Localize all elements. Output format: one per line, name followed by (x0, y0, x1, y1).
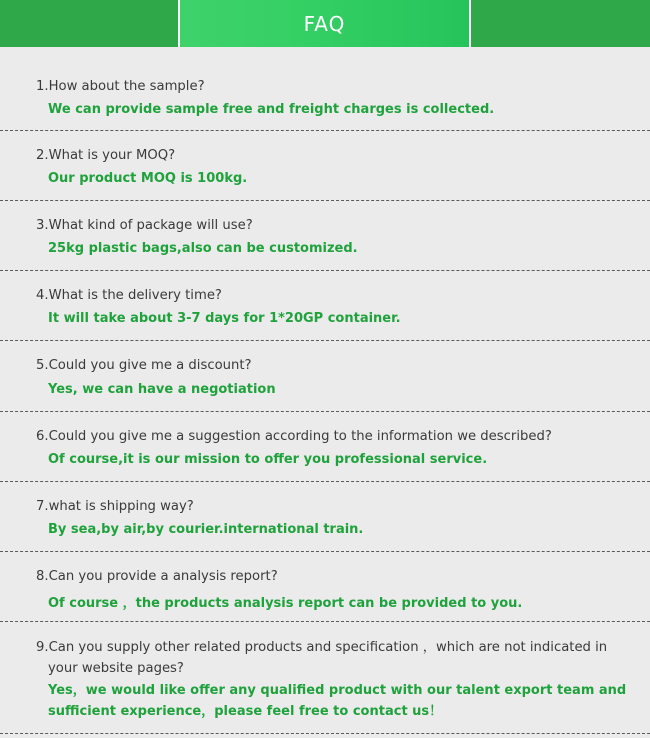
faq-answer-line-2: sufficient experience，please feel free to contact us！ (48, 704, 443, 719)
faq-answer (48, 680, 626, 722)
faq-answer: It will take about 3-7 days for 1*20GP container. (48, 311, 401, 326)
faq-answer: We can provide sample free and freight charges is collected. (48, 102, 495, 117)
faq-item-3 (0, 201, 650, 271)
faq-item-9 (0, 622, 650, 734)
faq-answer: Our product MOQ is 100kg. (48, 171, 248, 186)
faq-item-8 (0, 552, 650, 622)
faq-title-banner (178, 0, 471, 47)
faq-header (0, 0, 650, 47)
faq-question-line-1: 9.Can you supply other related products and specification ，which are not indicated in (36, 640, 608, 655)
faq-question: 2.What is your MOQ? (36, 148, 176, 163)
faq-question: 8.Can you provide a analysis report? (36, 569, 278, 584)
faq-question-line-2: your website pages? (48, 661, 184, 676)
faq-item-2 (0, 131, 650, 201)
faq-item-4 (0, 271, 650, 341)
faq-question: 6.Could you give me a suggestion according to the information we described? (36, 429, 552, 444)
faq-answer-line-1: Yes，we would like offer any qualified product with our talent export team and (48, 683, 627, 698)
faq-question: 3.What kind of package will use? (36, 218, 253, 233)
faq-answer: Yes, we can have a negotiation (48, 382, 276, 397)
faq-question (36, 637, 607, 679)
faq-item-6 (0, 412, 650, 482)
faq-answer: 25kg plastic bags,also can be customized. (48, 241, 358, 256)
faq-item-7 (0, 482, 650, 552)
faq-item-1 (0, 60, 650, 131)
faq-question: 1.How about the sample? (36, 79, 205, 94)
page-title: FAQ (303, 11, 346, 36)
faq-question: 7.what is shipping way? (36, 499, 194, 514)
faq-answer: Of course ，the products analysis report can be provided to you. (48, 596, 523, 611)
faq-question: 4.What is the delivery time? (36, 288, 222, 303)
faq-answer: By sea,by air,by courier.international train. (48, 522, 364, 537)
faq-question: 5.Could you give me a discount? (36, 358, 252, 373)
faq-answer: Of course,it is our mission to offer you professional service. (48, 452, 488, 467)
faq-item-5 (0, 341, 650, 412)
